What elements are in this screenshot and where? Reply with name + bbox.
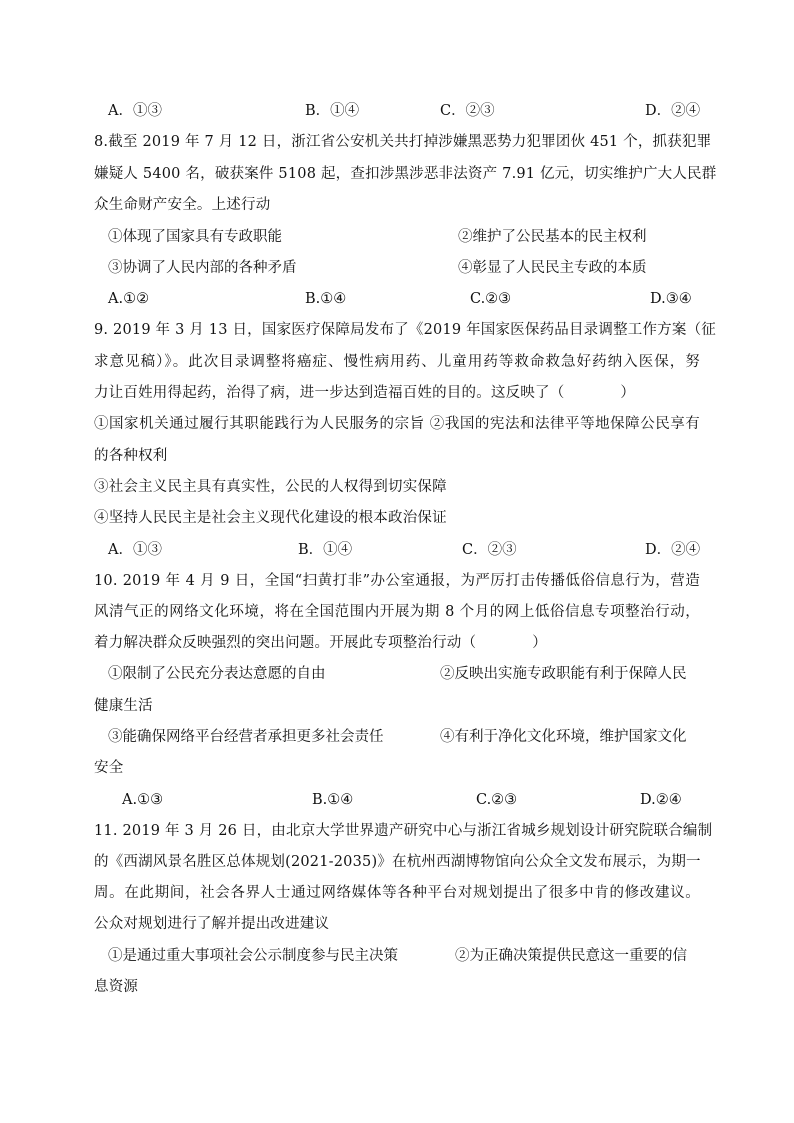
q10-statement: ②反映出实施专政职能有利于保障人民	[440, 666, 687, 682]
q8-option-a: A.①②	[108, 291, 150, 307]
q8-stem-line: 8.截至 2019 年 7 月 12 日，浙江省公安机关共打掉涉嫌黑恶势力犯罪团伙 451 个，抓获犯罪	[94, 134, 712, 150]
q10-statement: ①限制了公民充分表达意愿的自由	[108, 666, 326, 682]
q8-statement: ④彰显了人民民主专政的本质	[458, 260, 647, 276]
q9-option-c: C．②③	[462, 542, 517, 558]
q10-statement: 安全	[94, 760, 124, 776]
q8-stem-line: 众生命财产安全。上述行动	[94, 197, 271, 213]
q9-bracket-close: ）	[620, 385, 636, 401]
q9-stem-line: 9. 2019 年 3 月 13 日，国家医疗保障局发布了《2019 年国家医保药品目录调整工作方案（征	[94, 322, 716, 338]
q9-statement: 的各种权利	[94, 448, 168, 464]
q11-stem-line: 11. 2019 年 3 月 26 日，由北京大学世界遗产研究中心与浙江省城乡规划设计研究院联合编制	[94, 823, 713, 839]
q10-bracket-close: ）	[532, 635, 547, 651]
q11-stem-line: 的《西湖风景名胜区总体规划(2021-2035)》在杭州西湖博物馆向公众全文发布展示，为期一	[94, 854, 701, 870]
q9-statement: ④坚持人民民主是社会主义现代化建设的根本政治保证	[94, 510, 447, 526]
q8-option-b: B.①④	[305, 291, 347, 307]
q10-statement: ④有利于净化文化环境，维护国家文化	[440, 729, 687, 745]
option-a: A．①③	[108, 103, 162, 119]
q11-statement: ①是通过重大事项社会公示制度参与民主决策	[108, 948, 398, 964]
q11-stem-line: 周。在此期间，社会各界人士通过网络媒体等各种平台对规划提出了很多中肯的修改建议。	[94, 885, 700, 901]
q9-stem-line: 力让百姓用得起药，治得了病，进一步达到造福百姓的目的。这反映了（	[94, 385, 565, 401]
q8-option-d: D.③④	[650, 291, 692, 307]
q8-statement: ②维护了公民基本的民主权利	[458, 229, 647, 245]
option-c: C．②③	[440, 103, 495, 119]
q8-stem-line: 嫌疑人 5400 名，破获案件 5108 起，查扣涉黑涉恶非法资产 7.91 亿元，切实维护广大人民群	[94, 166, 717, 182]
q9-option-d: D．②④	[645, 542, 701, 558]
q8-statement: ③协调了人民内部的各种矛盾	[108, 260, 297, 276]
q8-option-c: C.②③	[470, 291, 512, 307]
q9-statement: ③社会主义民主具有真实性，公民的人权得到切实保障	[94, 479, 447, 495]
q9-option-a: A．①③	[108, 542, 162, 558]
q10-statement: 健康生活	[94, 698, 153, 714]
q9-stem-line: 求意见稿）》。此次目录调整将癌症、慢性病用药、儿童用药等救命救急好药纳入医保，努	[94, 354, 700, 370]
q10-statement: ③能确保网络平台经营者承担更多社会责任	[108, 729, 384, 745]
q10-stem-line: 着力解决群众反映强烈的突出问题。开展此专项整治行动（	[94, 635, 477, 651]
q10-option-d: D.②④	[640, 792, 682, 808]
q9-option-b: B．①④	[298, 542, 353, 558]
q10-option-a: A.①③	[122, 792, 164, 808]
option-b: B．①④	[305, 103, 360, 119]
q11-stem-line: 公众对规划进行了解并提出改进建议	[94, 916, 330, 932]
q9-statement: ①国家机关通过履行其职能践行为人民服务的宗旨 ②我国的宪法和法律平等地保障公民享有	[94, 416, 700, 432]
q10-stem-line: 10. 2019 年 4 月 9 日，全国“扫黄打非”办公室通报，为严厉打击传播低俗信息行为，营造	[94, 573, 700, 589]
q8-statement: ①体现了国家具有专政职能	[108, 229, 282, 245]
q10-option-c: C.②③	[476, 792, 518, 808]
q10-option-b: B.①④	[312, 792, 354, 808]
option-d: D．②④	[645, 103, 701, 119]
q11-statement: 息资源	[94, 979, 139, 995]
q11-statement: ②为正确决策提供民意这一重要的信	[455, 948, 687, 964]
q10-stem-line: 风清气正的网络文化环境，将在全国范围内开展为期 8 个月的网上低俗信息专项整治行动，	[94, 604, 700, 620]
